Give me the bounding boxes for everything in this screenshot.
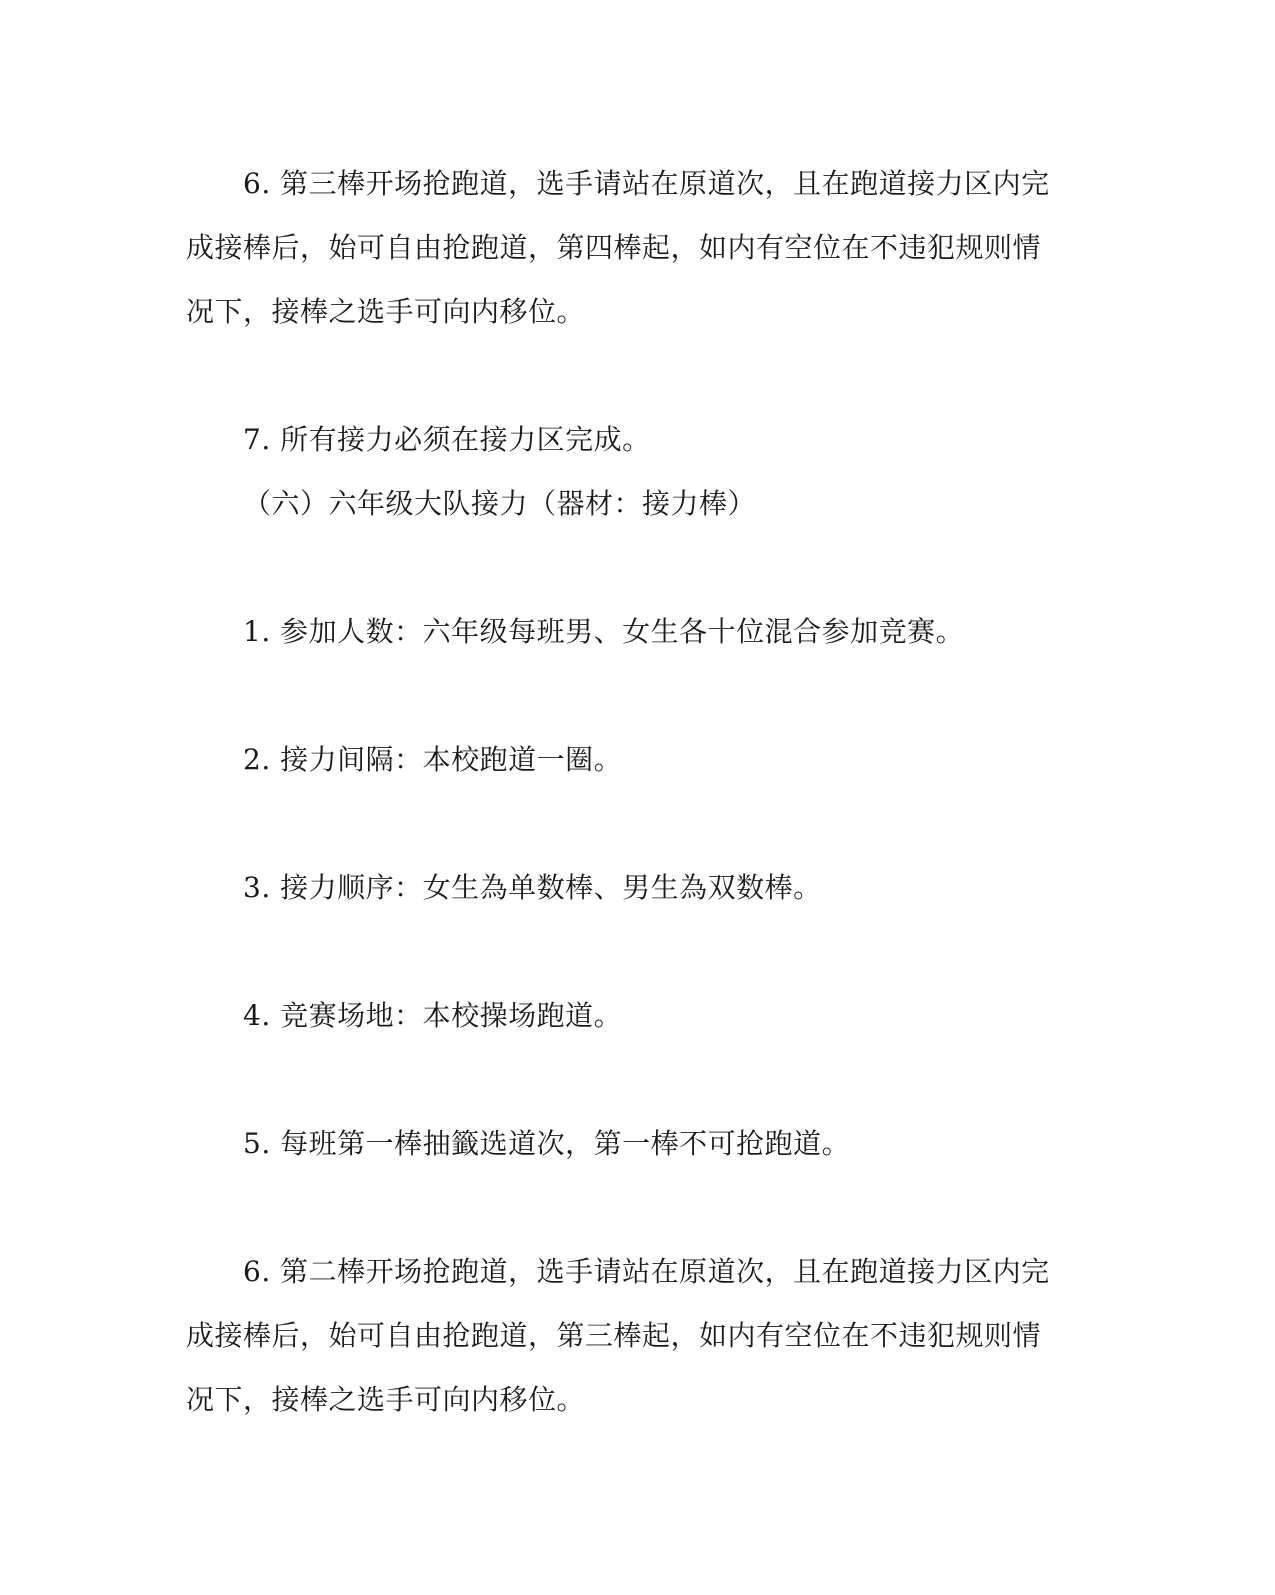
paragraph-rule-1: 1. 参加人数：六年级每班男、女生各十位混合参加竞赛。 <box>243 615 965 648</box>
paragraph-rule-3: 3. 接力顺序：女生為单数棒、男生為双数棒。 <box>243 871 822 904</box>
paragraph-rule-6a-line-3: 况下，接棒之选手可向内移位。 <box>186 295 586 328</box>
paragraph-rule-6a-line-2: 成接棒后，始可自由抢跑道，第四棒起，如内有空位在不违犯规则情 <box>186 231 1042 264</box>
paragraph-rule-2: 2. 接力间隔：本校跑道一圈。 <box>243 743 623 776</box>
paragraph-rule-7: 7. 所有接力必须在接力区完成。 <box>243 423 651 456</box>
paragraph-rule-5: 5. 每班第一棒抽籤选道次，第一棒不可抢跑道。 <box>243 1127 851 1160</box>
section-heading-grade6-relay: （六）六年级大队接力（器材：接力棒） <box>243 487 757 520</box>
paragraph-rule-6b-line-2: 成接棒后，始可自由抢跑道，第三棒起，如内有空位在不违犯规则情 <box>186 1319 1042 1352</box>
paragraph-rule-6b-line-1: 6. 第二棒开场抢跑道，选手请站在原道次，且在跑道接力区内完 <box>243 1255 1050 1288</box>
paragraph-rule-4: 4. 竞赛场地：本校操场跑道。 <box>243 999 623 1032</box>
paragraph-rule-6a-line-1: 6. 第三棒开场抢跑道，选手请站在原道次，且在跑道接力区内完 <box>243 167 1050 200</box>
paragraph-rule-6b-line-3: 况下，接棒之选手可向内移位。 <box>186 1383 586 1416</box>
